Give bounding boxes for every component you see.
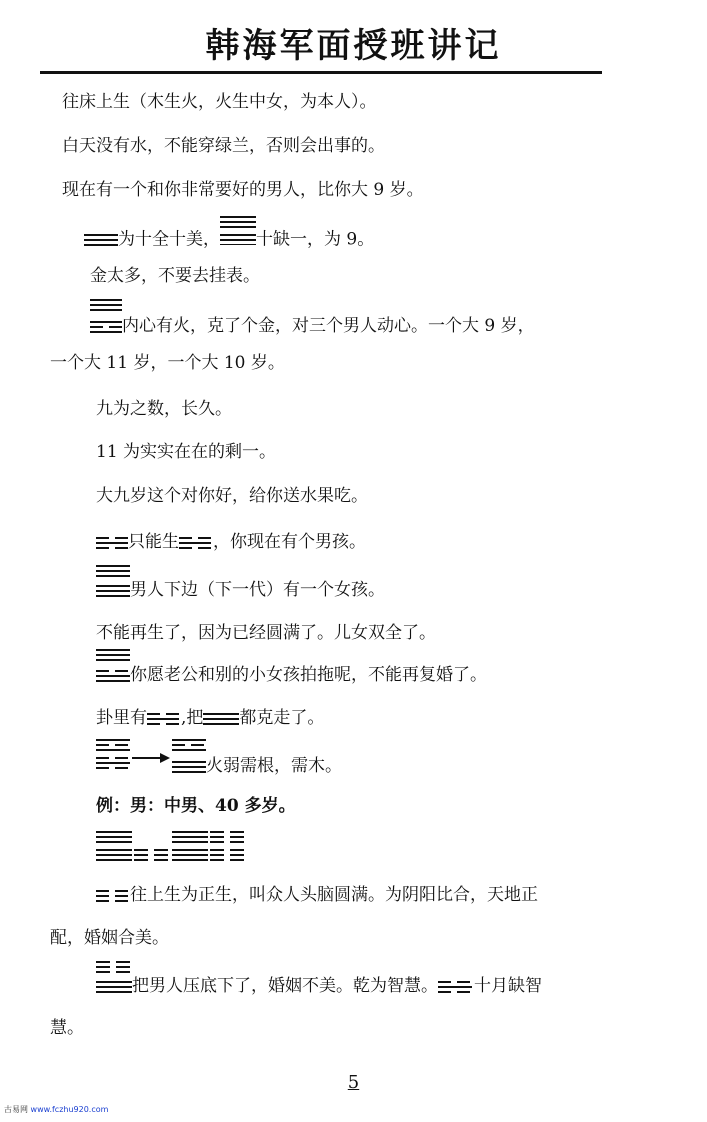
text-line: 一个大 11 岁，一个大 10 岁。 <box>50 353 285 373</box>
text-segment: 火弱需根，需木。 <box>206 756 342 776</box>
trigram-icon <box>96 564 130 578</box>
text-segment: 内心有火，克了个金，对三个男人动心。一个大 9 岁， <box>122 316 535 336</box>
text-line: 白天没有水，不能穿绿兰，否则会出事的。 <box>62 136 385 156</box>
source-url: www.fczhu920.com <box>30 1105 109 1114</box>
text-segment: 把男人压底下了，婚姻不美。乾为智慧。 <box>132 976 438 996</box>
text-segment: ,把 <box>181 708 204 728</box>
page-title: 韩海军面授班讲记 <box>205 26 502 66</box>
text-segment: 往上生为正生，叫众人头脑圆满。为阴阳比合，天地正 <box>130 885 538 905</box>
text-segment: 为十全十美， <box>118 229 220 250</box>
trigram-icon <box>96 648 130 662</box>
text-segment: 你愿老公和别的小女孩拍拖呢，不能再复婚了。 <box>130 665 487 685</box>
trigram-icon <box>96 848 132 862</box>
trigram-icon <box>210 830 246 844</box>
text-line <box>172 754 342 778</box>
text-line: 往床上生（木生火，火生中女，为本人）。 <box>62 92 377 112</box>
text-segment: 十缺一，为 9。 <box>256 229 375 250</box>
trigram-icon <box>96 960 132 974</box>
text-line: 大九岁这个对你好，给你送水果吃。 <box>96 486 368 506</box>
trigram-icon <box>96 738 130 752</box>
text-segment: 十月缺智 <box>474 976 542 996</box>
text-line: 11 为实实在在的剩一。 <box>96 442 277 462</box>
trigram-icon <box>147 712 181 726</box>
text-segment: 都克走了。 <box>239 708 325 728</box>
trigram-icon <box>96 536 128 550</box>
trigram-icon <box>179 536 213 550</box>
trigram-icon <box>90 320 122 334</box>
trigram-icon <box>172 738 206 752</box>
trigram-icon <box>203 712 239 726</box>
trigram-icon <box>96 584 130 598</box>
trigram-icon <box>172 848 208 862</box>
example-heading: 例：男：中男、40 多岁。 <box>96 796 296 816</box>
text-line <box>96 578 385 602</box>
text-line <box>96 883 538 907</box>
page-number: 5 <box>347 1072 360 1093</box>
trigram-icon <box>96 756 130 770</box>
text-line <box>96 974 542 998</box>
text-line <box>96 706 324 730</box>
text-line: 金太多，不要去挂表。 <box>90 266 260 286</box>
text-line: 配，婚姻合美。 <box>50 928 169 948</box>
trigram-icon <box>90 298 122 312</box>
trigram-icon <box>210 848 246 862</box>
text-line: 九为之数，长久。 <box>96 399 232 419</box>
header-rule <box>40 71 602 74</box>
trigram-icon <box>96 889 130 903</box>
text-segment: 只能生 <box>128 532 179 552</box>
trigram-icon <box>172 830 208 844</box>
text-line: 现在有一个和你非常要好的男人，比你大 9 岁。 <box>62 180 424 200</box>
text-line: 不能再生了，因为已经圆满了。儿女双全了。 <box>96 623 436 643</box>
text-line <box>96 663 487 687</box>
trigram-icon <box>172 760 206 774</box>
trigram-icon <box>96 669 130 683</box>
text-segment: ，你现在有个男孩。 <box>213 532 366 552</box>
trigram-icon <box>134 848 170 862</box>
text-line <box>84 225 374 255</box>
text-segment: 男人下边（下一代）有一个女孩。 <box>130 580 385 600</box>
text-line: 慧。 <box>50 1018 84 1038</box>
trigram-icon <box>96 980 132 994</box>
trigram-icon <box>220 215 256 245</box>
text-segment: 卦里有 <box>96 708 147 728</box>
text-line <box>96 530 366 554</box>
text-line <box>90 314 535 338</box>
trigram-icon <box>84 233 118 247</box>
source-prefix: 古易网 <box>4 1105 28 1114</box>
trigram-icon <box>438 980 474 994</box>
source-watermark <box>4 1104 108 1115</box>
trigram-icon <box>96 830 132 844</box>
arrow-right-icon <box>132 752 170 764</box>
